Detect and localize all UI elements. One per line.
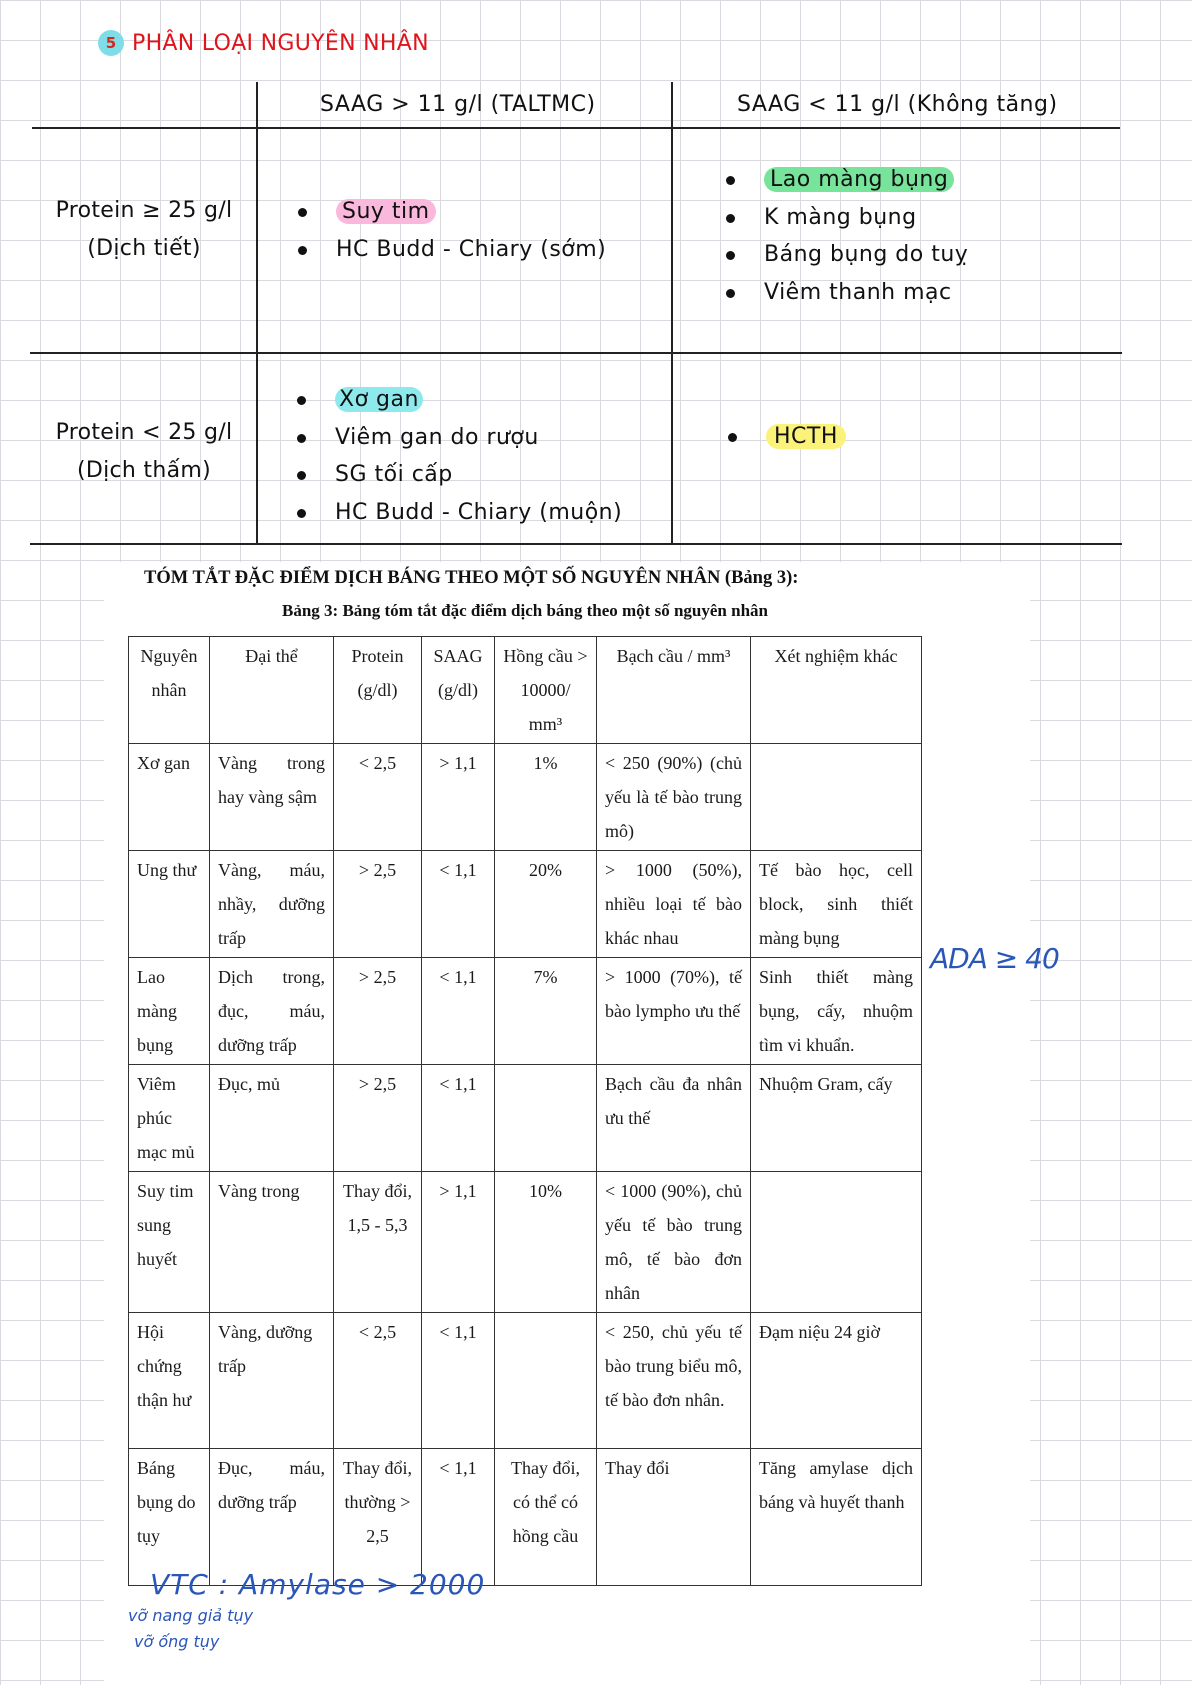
cell-wbc: > 1000 (70%), tế bào lympho ưu thế [597, 958, 751, 1065]
cell-appearance: Vàng trong hay vàng sậm [210, 744, 334, 851]
cell-appearance: Dịch trong, đục, máu, dưỡng trấp [210, 958, 334, 1065]
cell-saag: < 1,1 [422, 958, 495, 1065]
cell-appearance: Đục, máu, dưỡng trấp [210, 1449, 334, 1586]
cell-other: Tăng amylase dịch báng và huyết thanh [751, 1449, 922, 1586]
cell-wbc: < 250 (90%) (chủ yếu là tế bào trung mô) [597, 744, 751, 851]
list-item: Báng bụng do tuỵ [720, 236, 968, 274]
cell-cause: Ung thư [129, 851, 210, 958]
cell-protein: < 2,5 [334, 1313, 422, 1449]
cell-cause: Lao màng bụng [129, 958, 210, 1065]
cell-saag: < 1,1 [422, 851, 495, 958]
cell-wbc: Thay đổi [597, 1449, 751, 1586]
table-row [129, 1449, 922, 1586]
cell-saag: > 1,1 [422, 1172, 495, 1313]
cell-appearance: Đục, mủ [210, 1065, 334, 1172]
table-row [129, 851, 922, 958]
cell-other [751, 744, 922, 851]
header-cause: Nguyên nhân [129, 637, 210, 744]
cell-other: Nhuộm Gram, cấy [751, 1065, 922, 1172]
table-caption: Bảng 3: Bảng tóm tắt đặc điểm dịch báng theo một số nguyên nhân [282, 601, 768, 620]
list-item: Viêm gan do rượu [291, 419, 622, 457]
cell-cause: Viêm phúc mạc mủ [129, 1065, 210, 1172]
table-row [129, 744, 922, 851]
cell-rbc: 1% [495, 744, 597, 851]
header-other: Xét nghiệm khác [751, 637, 922, 744]
list-item [291, 381, 622, 419]
cell-rbc: 7% [495, 958, 597, 1065]
header-protein: Protein (g/dl) [334, 637, 422, 744]
list-item: HC Budd - Chiary (muộn) [291, 494, 622, 532]
cell-rbc [495, 1065, 597, 1172]
cell-other: Đạm niệu 24 giờ [751, 1313, 922, 1449]
cell-saag: > 1,1 [422, 744, 495, 851]
list-transudate-low-saag [722, 418, 846, 456]
cell-other [751, 1172, 922, 1313]
cause-highlight: HCTH [766, 424, 846, 449]
row-header-line: (Dịch thấm) [76, 458, 212, 483]
list-item [292, 193, 606, 231]
table-rule [30, 352, 1122, 354]
cell-other: Sinh thiết màng bụng, cấy, nhuộm tìm vi khuẩn. [751, 958, 922, 1065]
cell-protein: Thay đổi, thường > 2,5 [334, 1449, 422, 1586]
cell-cause: Suy tim sung huyết [129, 1172, 210, 1313]
cause-highlight: Suy tim [336, 199, 436, 224]
col-header-saag-low: SAAG < 11 g/l (Không tăng) [737, 92, 1058, 117]
row-header-exudate [30, 192, 258, 268]
cell-protein: > 2,5 [334, 1065, 422, 1172]
cell-saag: < 1,1 [422, 1449, 495, 1586]
table-rule [32, 127, 1120, 129]
cell-cause: Báng bụng do tụy [129, 1449, 210, 1586]
row-header-line: (Dịch tiết) [87, 236, 201, 261]
cell-protein: > 2,5 [334, 958, 422, 1065]
list-item: SG tối cấp [291, 456, 622, 494]
cause-highlight: Xơ gan [335, 387, 423, 412]
row-header-transudate [26, 414, 262, 490]
cell-appearance: Vàng, máu, nhầy, dưỡng trấp [210, 851, 334, 958]
cell-saag: < 1,1 [422, 1313, 495, 1449]
header-appearance: Đại thể [210, 637, 334, 744]
table-row [129, 1172, 922, 1313]
cell-appearance: Vàng trong [210, 1172, 334, 1313]
cell-protein: > 2,5 [334, 851, 422, 958]
note-vtc-sub2: vỡ ống tụy [134, 1632, 220, 1651]
header-rbc: Hồng cầu > 10000/ mm³ [495, 637, 597, 744]
table-rule [671, 82, 673, 544]
cell-wbc: Bạch cầu đa nhân ưu thế [597, 1065, 751, 1172]
header-saag: SAAG (g/dl) [422, 637, 495, 744]
cell-other: Tế bào học, cell block, sinh thiết màng bụng [751, 851, 922, 958]
cell-saag: < 1,1 [422, 1065, 495, 1172]
table-header-row [129, 637, 922, 744]
list-exudate-low-saag [720, 161, 968, 311]
cell-wbc: > 1000 (50%), nhiều loại tế bào khác nhau [597, 851, 751, 958]
list-item: Viêm thanh mạc [720, 274, 968, 312]
list-item [720, 161, 968, 199]
row-header-line: Protein ≥ 25 g/l [55, 198, 233, 223]
cell-protein: Thay đổi, 1,5 - 5,3 [334, 1172, 422, 1313]
summary-title: TÓM TẮT ĐẶC ĐIỂM DỊCH BÁNG THEO MỘT SỐ NGUYÊN NHÂN (Bảng 3): [144, 568, 799, 588]
list-transudate-high-saag [291, 381, 622, 531]
table-row [129, 958, 922, 1065]
row-header-line: Protein < 25 g/l [55, 420, 233, 445]
header-wbc: Bạch cầu / mm³ [597, 637, 751, 744]
summary-table [128, 636, 922, 1586]
table-row [129, 1313, 922, 1449]
table-rule [30, 543, 1122, 545]
cell-cause: Hội chứng thận hư [129, 1313, 210, 1449]
cell-appearance: Vàng, dưỡng trấp [210, 1313, 334, 1449]
col-header-saag-high: SAAG > 11 g/l (TALTMC) [320, 92, 596, 117]
list-exudate-high-saag [292, 193, 606, 268]
cell-rbc: Thay đổi, có thể có hồng cầu [495, 1449, 597, 1586]
cell-wbc: < 250, chủ yếu tế bào trung biểu mô, tế bào đơn nhân. [597, 1313, 751, 1449]
note-ada: ADA ≥ 40 [930, 942, 1059, 975]
note-vtc-sub1: vỡ nang giả tụy [128, 1606, 254, 1625]
list-item: K màng bụng [720, 199, 968, 237]
cell-rbc: 10% [495, 1172, 597, 1313]
list-item [722, 418, 846, 456]
section-heading [98, 30, 429, 56]
cell-protein: < 2,5 [334, 744, 422, 851]
table-row [129, 1065, 922, 1172]
note-vtc: VTC : Amylase > 2000 [150, 1568, 486, 1601]
cause-highlight: Lao màng bụng [764, 167, 954, 192]
section-number-badge: 5 [98, 30, 124, 56]
list-item: HC Budd - Chiary (sớm) [292, 231, 606, 269]
cell-wbc: < 1000 (90%), chủ yếu tế bào trung mô, tế bào đơn nhân [597, 1172, 751, 1313]
cell-rbc: 20% [495, 851, 597, 958]
section-title: PHÂN LOẠI NGUYÊN NHÂN [132, 30, 429, 56]
cell-rbc [495, 1313, 597, 1449]
cell-cause: Xơ gan [129, 744, 210, 851]
